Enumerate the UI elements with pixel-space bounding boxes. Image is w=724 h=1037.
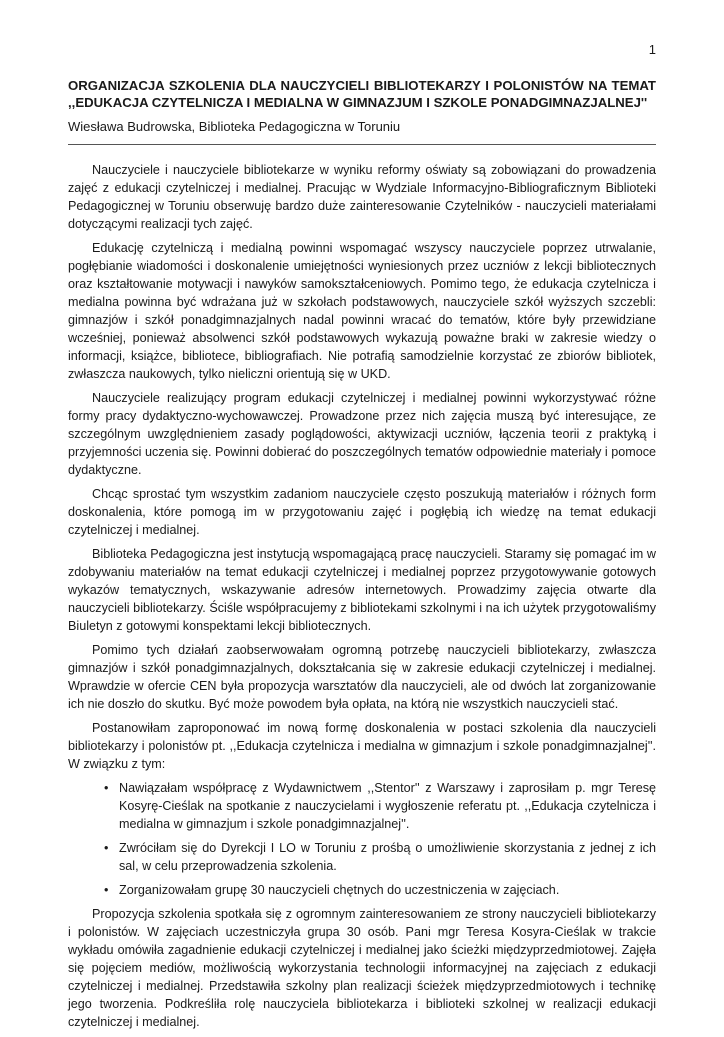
paragraph: Propozycja szkolenia spotkała się z ogromnym zainteresowaniem ze strony nauczycieli bibliotekarzy i polonistów. W zajęciach uczestniczyła grupa 30 osób. Pani mgr Teresa Kosyra-Cieślak w trakcie wykładu omówiła zagadnienie edukacji czytelniczej i medialnej jako ścieżki międzyprzedmiotowej. Zajęła się pojęciem mediów, możliwością wykorzystania technologii informacyjnej na zajęciach z edukacji czytelniczej i medialnej. Przedstawiła szkolny plan realizacji ścieżek międzyprzedmiotowych i technikę jego tworzenia. Podkreśliła rolę nauczyciela bibliotekarza i biblioteki szkolnej w realizacji edukacji czytelniczej i medialnej. bbox=[68, 907, 656, 1029]
paragraph: Pomimo tych działań zaobserwowałam ogromną potrzebę nauczycieli bibliotekarzy, zwłaszcza gimnazjów i szkół ponadgimnazjalnych, dokształcania się w zakresie edukacji czytelniczej i medialnej. Wprawdzie w ofercie CEN była propozycja warsztatów dla nauczycieli, ale od dwóch lat zorganizowanie ich nie doszło do skutku. Być może powodem była opłata, na którą nie wszystkich nauczycieli stać. bbox=[68, 643, 656, 711]
bullet-icon: • bbox=[104, 883, 109, 897]
author-line: Wiesława Budrowska, Biblioteka Pedagogiczna w Toruniu bbox=[68, 119, 401, 134]
list-item-text: Zwróciłam się do Dyrekcji I LO w Toruniu z prośbą o umożliwienie skorzystania z jednej z ich sal, w celu przeprowadzenia szkolenia. bbox=[119, 841, 656, 873]
paragraph: Edukację czytelniczą i medialną powinni wspomagać wszyscy nauczyciele poprzez utrwalanie, pogłębianie wiadomości i doskonalenie umiejętności wyniesionych przez uczniów z lekcji bibliotecznych oraz kształtowanie motywacji i nawyków samokształceniowych. Pomimo tego, że edukacja czytelnicza i medialna powinna być wdrażana już w szkołach podstawowych, nauczyciele szkół wyższych szczebli: gimnazjów i szkół ponadgimnazjalnych nadal powinni wracać do tematów, które były przewidziane wcześniej, ponieważ absolwenci szkół podstawowych wykazują poważne braki w zakresie wiedzy o informacji, książce, bibliotece, bibliografiach. Nie potrafią samodzielnie korzystać ze zbiorów bibliotek, zwłaszcza naukowych, tylko nieliczni orientują się w UKD. bbox=[68, 241, 656, 381]
bullet-list bbox=[68, 779, 656, 899]
paragraph: Postanowiłam zaproponować im nową formę doskonalenia w postaci szkolenia dla nauczycieli bibliotekarzy i polonistów pt. ,,Edukacja czytelnicza i medialna w gimnazjum i szkole ponadgimnazjalnej''. W związku z tym: bbox=[68, 721, 656, 771]
list-item bbox=[104, 881, 656, 899]
list-item bbox=[104, 839, 656, 875]
paragraph: Chcąc sprostać tym wszystkim zadaniom nauczyciele często poszukują materiałów i różnych form doskonalenia, które pomogą im w przygotowaniu zajęć i pogłębią ich wiedzę na temat edukacji czytelniczej i medialnej. bbox=[68, 487, 656, 537]
bullet-icon: • bbox=[104, 781, 109, 795]
list-item-text: Nawiązałam współpracę z Wydawnictwem ,,Stentor'' z Warszawy i zaprosiłam p. mgr Teresę Kosyrę-Cieślak na spotkanie z nauczycielami i wygłoszenie referatu pt. ,,Edukacja czytelnicza i medialna w gimnazjum i szkole ponadgimnazjalnej''. bbox=[119, 781, 656, 831]
title-divider bbox=[68, 144, 656, 145]
page-number: 1 bbox=[648, 42, 656, 57]
paragraph: Nauczyciele realizujący program edukacji czytelniczej i medialnej powinni wykorzystywać różne formy pracy dydaktyczno-wychowawczej. Prowadzone przez nich zajęcia muszą być interesujące, ze szczególnym uwzględnieniem zasady poglądowości, aktywizacji uczniów, łączenia teorii z praktyką i przyjemności uczenia się. Powinni dobierać do poszczególnych tematów odpowiednie materiały i pomoce dydaktyczne. bbox=[68, 391, 657, 477]
paragraph: Nauczyciele i nauczyciele bibliotekarze w wyniku reformy oświaty są zobowiązani do prowadzenia zajęć z edukacji czytelniczej i medialnej. Pracując w Wydziale Informacyjno-Bibliograficznym Biblioteki Pedagogicznej w Toruniu obserwuję bardzo duże zainteresowanie Czytelników - nauczycieli materiałami dotyczącymi realizacji tych zajęć. bbox=[68, 163, 656, 231]
bullet-icon: • bbox=[104, 841, 109, 855]
document-title: ORGANIZACJA SZKOLENIA DLA NAUCZYCIELI BIBLIOTEKARZY I POLONISTÓW NA TEMAT ,,EDUKACJA CZYTELNICZA I MEDIALNA W GIMNAZJUM I SZKOLE PONADGIMNAZJALNEJ'' bbox=[68, 78, 656, 110]
list-item bbox=[104, 779, 656, 833]
list-item-text: Zorganizowałam grupę 30 nauczycieli chętnych do uczestniczenia w zajęciach. bbox=[119, 883, 560, 897]
paragraph: Biblioteka Pedagogiczna jest instytucją wspomagającą pracę nauczycieli. Staramy się pomagać im w zdobywaniu materiałów na temat edukacji czytelniczej i medialnej poprzez przygotowywanie gotowych wykazów tematycznych, wskazywanie adresów internetowych. Prowadzimy zajęcia otwarte dla nauczycieli bibliotekarzy. Ściśle współpracujemy z bibliotekami szkolnymi i na ich użytek przygotowaliśmy Biuletyn z gotowymi konspektami lekcji bibliotecznych. bbox=[68, 547, 656, 633]
document-body bbox=[68, 161, 656, 1037]
